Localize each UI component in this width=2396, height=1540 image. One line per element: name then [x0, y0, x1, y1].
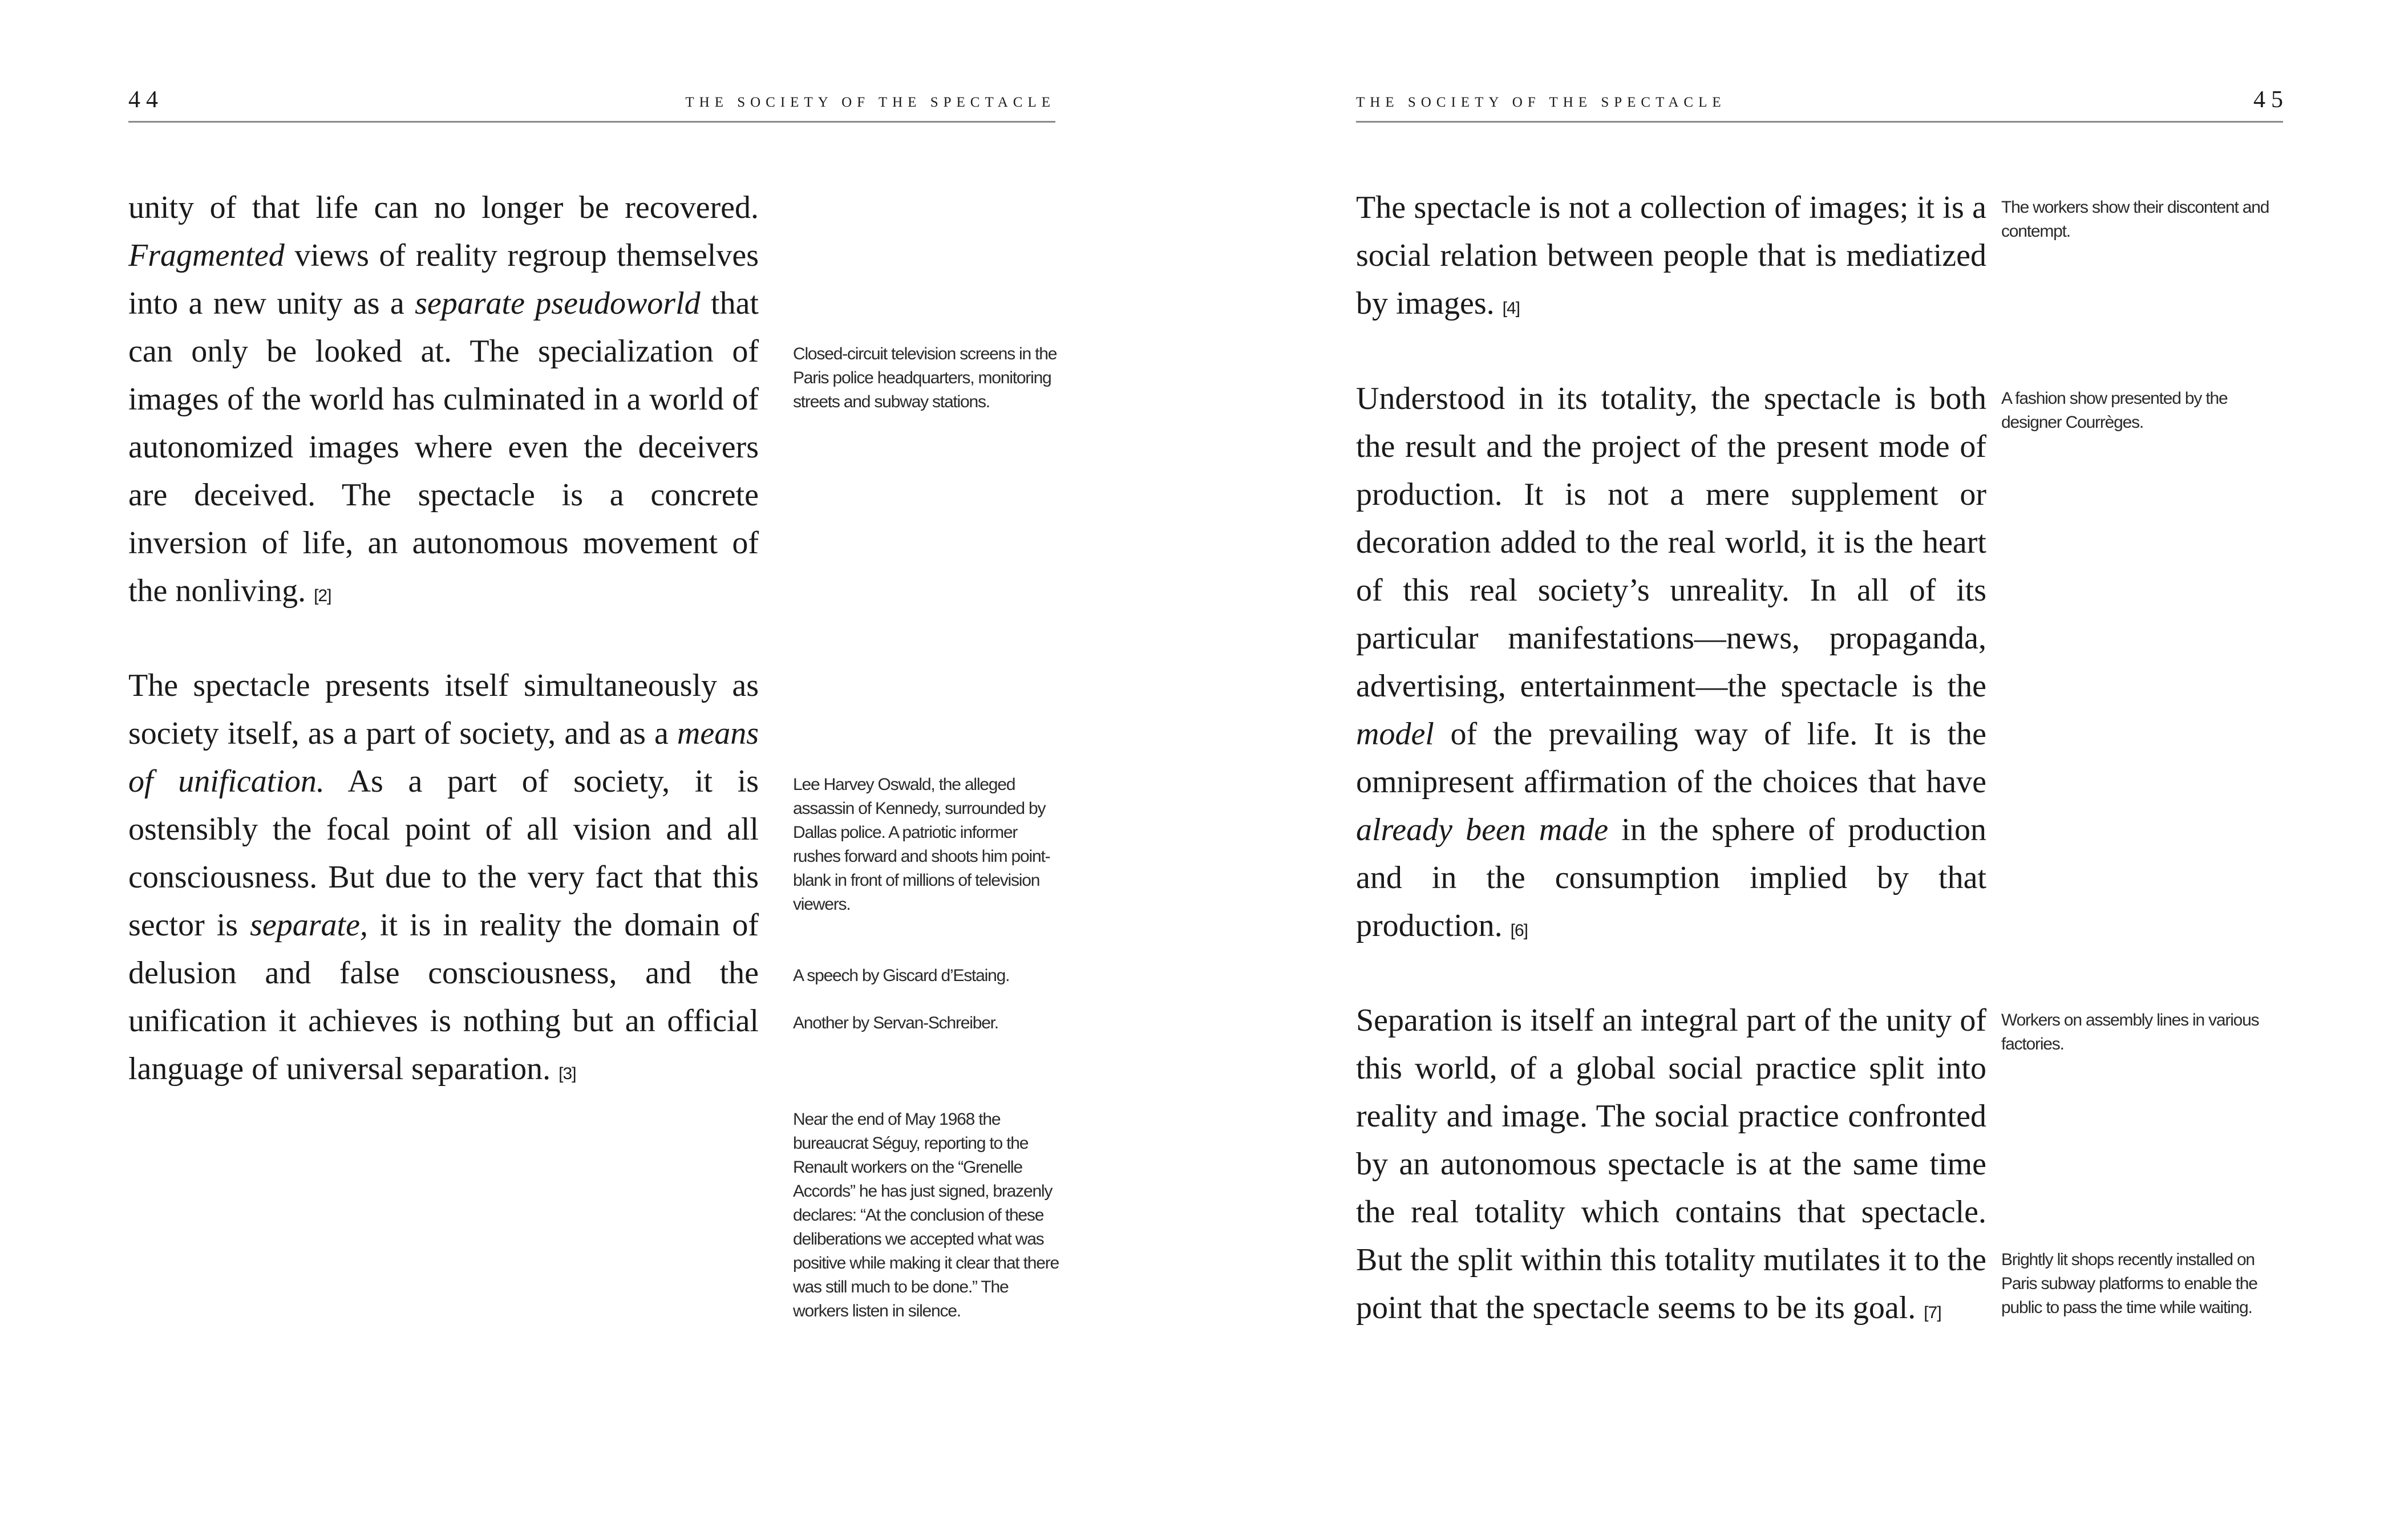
thesis-ref: [3]: [558, 1064, 576, 1083]
text-run: unity of that life can no longer be recovered.: [128, 190, 759, 225]
running-title-left: THE SOCIETY OF THE SPECTACLE: [685, 95, 1055, 110]
italic-text: Fragmented: [128, 238, 285, 273]
paragraph-thesis-3: [128, 662, 759, 1098]
page-number-left: 44: [128, 87, 164, 113]
caption-servan-schreiber: Another by Servan-Schreiber.: [793, 1014, 998, 1032]
text-run: As a part of society, it is ostensibly the focal point of all vision and all consciousness. But due to the very fact that this sector is: [128, 764, 759, 943]
caption-cctv: Closed-circuit television screens in the Paris police headquarters, monitoring streets and subway stations.: [793, 345, 1057, 411]
running-title-right: THE SOCIETY OF THE SPECTACLE: [1356, 95, 1726, 110]
text-run: Understood in its totality, the spectacle is both the result and the project of the present mode of production. It is not a mere supplement or decoration added to the real world, it is the heart of this real society’s unreality. In all of its particular manifestations—news, propaganda, advertising, entertainment—the spectacle is the: [1356, 381, 1986, 704]
italic-text: means of unification.: [128, 716, 759, 799]
thesis-ref: [2]: [314, 586, 331, 605]
text-run: in the sphere of production and in the consumption implied by that production.: [1356, 812, 1986, 943]
page-number-right: 45: [2253, 87, 2289, 113]
caption-oswald: Lee Harvey Oswald, the alleged assassin of Kennedy, surrounded by Dallas police. A patriotic informer rushes forward and shoots him point-blank in front of millions of television viewers.: [793, 775, 1050, 914]
italic-text: separate pseudoworld: [415, 286, 701, 321]
italic-text: already been made: [1356, 812, 1609, 848]
thesis-ref: [4]: [1502, 299, 1520, 318]
paragraph-thesis-6: [1356, 375, 1986, 955]
thesis-ref: [7]: [1924, 1303, 1941, 1322]
thesis-ref: [6]: [1510, 921, 1528, 940]
text-run: that can only be looked at. The specialization of images of the world has culminated in a world of autonomized images where even the deceivers are deceived. The spectacle is a concrete inversion of life, an autonomous movement of the nonliving.: [128, 286, 759, 609]
text-run: it is in reality the domain of delusion and false consciousness, and the unification it achieves is nothing but an official language of universal separation.: [128, 907, 759, 1087]
caption-assembly-lines: Workers on assembly lines in various factories.: [2001, 1011, 2259, 1053]
right-page-header: [1356, 86, 2289, 123]
italic-text: separate,: [250, 907, 368, 943]
paragraph-thesis-4: [1356, 184, 1986, 333]
italic-text: model: [1356, 716, 1434, 752]
caption-giscard: A speech by Giscard d’Estaing.: [793, 966, 1010, 985]
text-run: views of reality regroup themselves into a new unity as a: [128, 238, 759, 321]
text-run: Separation is itself an integral part of the unity of this world, of a global social practice split into reality and image. The social practice confronted by an autonomous spectacle is at the same time the real totality which contains that spectacle. But the split within this totality mutilates it to the point that the spectacle seems to be its goal.: [1356, 1003, 1986, 1326]
text-run: The spectacle is not a collection of images; it is a social relation between people that is mediatized by images.: [1356, 190, 1986, 321]
caption-seguy: Near the end of May 1968 the bureaucrat Séguy, reporting to the Renault workers on the “Grenelle Accords” he has just signed, brazenly declares: “At the conclusion of these deliberations we accepted what was positive while making it clear that there was still much to be done.” The workers listen in silence.: [793, 1110, 1059, 1320]
paragraph-thesis-2: [128, 184, 759, 620]
text-run: The spectacle presents itself simultaneously as society itself, as a part of society, and as a: [128, 668, 759, 751]
caption-workers-discontent: The workers show their discontent and contempt.: [2001, 198, 2269, 241]
text-run: of the prevailing way of life. It is the omnipresent affirmation of the choices that have: [1356, 716, 1986, 800]
caption-subway-shops: Brightly lit shops recently installed on Paris subway platforms to enable the public to pass the time while waiting.: [2001, 1250, 2257, 1317]
paragraph-thesis-7: [1356, 996, 1986, 1337]
caption-courreges: A fashion show presented by the designer Courrèges.: [2001, 389, 2228, 432]
left-page-header: [128, 86, 1055, 123]
